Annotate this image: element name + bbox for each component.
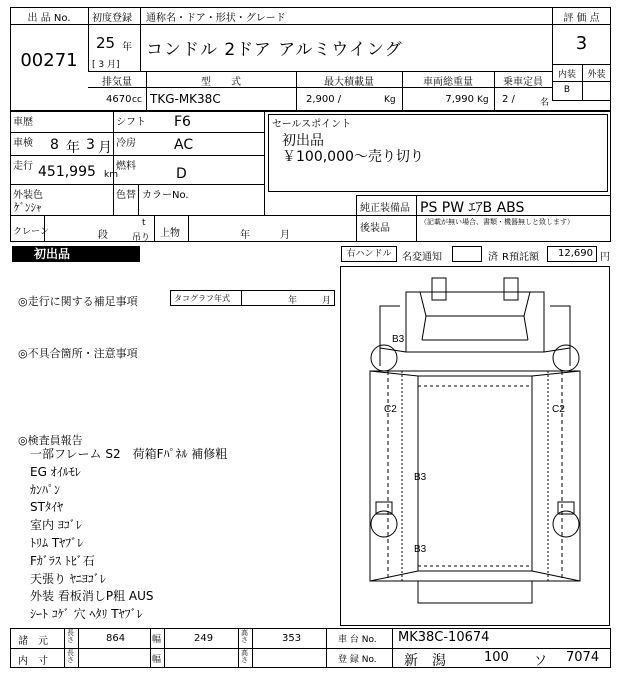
report-line: 外装 看板消しP粗 AUS	[30, 589, 154, 604]
divider	[264, 111, 265, 215]
upper-month: 月	[280, 230, 290, 241]
mileage-unit: km	[104, 170, 118, 180]
ac-value: AC	[174, 137, 194, 153]
divider	[140, 7, 141, 24]
tacho-month: 月	[322, 296, 332, 306]
displacement-unit: cc	[132, 95, 142, 105]
divider	[356, 195, 611, 196]
defects-label: ◎不具合箇所・注意事項	[18, 347, 138, 360]
upper-year: 年	[240, 230, 250, 241]
sales-point-line1: 初出品	[282, 133, 324, 149]
inspection-year-unit: 年	[66, 140, 80, 156]
divider	[552, 100, 611, 101]
divider	[10, 184, 264, 185]
interior-size-label: 内 寸	[18, 656, 48, 667]
first-reg-month: [ 3 月]	[92, 60, 120, 70]
divider	[552, 24, 611, 25]
report-line: ｼｰﾄ ｺｹﾞ 穴 ﾍﾀﾘ Tﾔﾌﾞﾚ	[30, 607, 143, 622]
divider	[154, 215, 155, 242]
divider	[238, 628, 239, 668]
inspection-month: 3	[86, 137, 95, 153]
aftermarket-note: （記載が無い場合、書類・機器無しと致します）	[420, 218, 574, 226]
registration-region: 新 潟	[404, 653, 446, 669]
report-line: 一部フレーム S2 荷箱Fﾊﾟﾈﾙ 補修粗	[30, 447, 228, 461]
recycle-label: R預託額	[502, 252, 539, 263]
truck-diagram	[340, 266, 610, 626]
gross-weight-unit: Kg	[477, 95, 489, 105]
width-label: 幅	[152, 635, 162, 645]
history-label: 車歴	[13, 117, 33, 128]
mileage-value: 451,995	[38, 164, 96, 180]
divider	[150, 628, 151, 668]
score-label: 評 価 点	[563, 13, 600, 24]
divider	[10, 24, 88, 25]
height-label: 高さ	[241, 649, 248, 664]
divider	[10, 648, 611, 649]
height-label: 高さ	[241, 629, 248, 644]
displacement-value: 4670	[106, 94, 132, 105]
first-reg-label: 初度登録	[92, 13, 132, 24]
report-line: Fｶﾞﾗｽ ﾄﾋﾞ石	[30, 553, 95, 568]
damage-mark: C2	[552, 404, 565, 415]
width-label: 幅	[152, 655, 162, 665]
fuel-label: 燃料	[116, 161, 136, 172]
report-line: ｶﾝﾊﾟﾝ	[30, 482, 61, 497]
divider	[241, 290, 242, 306]
damage-mark: B3	[392, 334, 405, 345]
exterior-color-label: 外装色	[13, 190, 43, 201]
sales-point-label: セールスポイント	[272, 119, 352, 130]
ac-label: 冷房	[116, 138, 136, 149]
report-line: 室内 ﾖｺﾞﾚ	[30, 518, 82, 533]
inspection-year: 8	[50, 137, 59, 153]
color-change-label: 色替	[116, 190, 136, 201]
crane-lift: 吊り	[132, 233, 151, 243]
car-name: コンドル 2ドア アルミウイング	[146, 40, 403, 60]
upper-label: 上物	[160, 228, 180, 239]
divider	[44, 215, 45, 242]
displacement-label: 排気量	[102, 77, 132, 88]
length-label: 長さ	[67, 629, 74, 644]
registration-label: 登 録 No.	[338, 655, 377, 665]
registration-number: 7074	[566, 650, 600, 665]
max-load-unit: Kg	[384, 95, 396, 105]
exterior-grade-label: 外装	[587, 70, 606, 80]
report-line: STﾀｲﾔ	[30, 500, 63, 515]
width-value: 249	[194, 633, 214, 644]
fuel-value: D	[176, 166, 187, 182]
report-line: 天張り ﾔﾆﾖｺﾞﾚ	[30, 571, 106, 586]
damage-mark: B3	[414, 472, 427, 483]
recycle-amount: 12,690	[547, 246, 597, 262]
inspector-label: ◎検査員報告	[18, 434, 83, 447]
report-line: EG ｵｲﾙﾓﾚ	[30, 464, 81, 479]
sales-point-line2: ￥100,000～売り切り	[282, 149, 424, 165]
inspection-label: 車検	[13, 138, 33, 149]
equipment-label: 純正装備品	[360, 203, 410, 214]
shift-value: F6	[174, 114, 191, 130]
capacity-unit: 名	[540, 98, 550, 108]
score-value: 3	[575, 33, 588, 54]
divider	[326, 628, 327, 668]
name-label: 通称名・ドア・形状・グレード	[146, 13, 286, 24]
report-line: ﾄﾘﾑ Tﾔﾌﾞﾚ	[30, 535, 84, 550]
interior-grade-label: 内装	[557, 70, 576, 80]
divider	[188, 215, 189, 242]
equipment-value: PS PW ｴｱB ABS	[420, 200, 525, 216]
divider	[582, 64, 583, 100]
gross-weight-value: 7,990	[445, 94, 474, 105]
name-change-box	[452, 246, 482, 262]
capacity-value: 2 /	[502, 94, 515, 105]
divider	[88, 24, 552, 25]
tacho-label: タコグラフ年式	[174, 294, 230, 303]
exterior-color-value: ｹﾞﾝｼｬ	[14, 201, 42, 214]
inspection-month-unit: 月	[98, 140, 112, 156]
recycle-unit: 円	[600, 252, 610, 263]
chassis-label: 車 台 No.	[338, 635, 377, 645]
divider	[416, 195, 417, 242]
divider	[113, 111, 114, 215]
registration-class: 100	[484, 650, 509, 665]
tacho-year: 年	[288, 296, 298, 306]
capacity-label: 乗車定員	[503, 77, 543, 88]
mileage-label: 走行	[13, 161, 33, 172]
driving-notes-label: ◎走行に関する補足事項	[18, 295, 138, 308]
aftermarket-label: 後装品	[360, 223, 390, 234]
divider	[552, 81, 611, 82]
model-value: TKG-MK38C	[150, 92, 221, 106]
crane-t: t	[142, 218, 146, 228]
max-load-value: 2,900 /	[306, 94, 342, 105]
crane-label: クレーン	[13, 227, 49, 237]
interior-grade: B	[563, 85, 571, 95]
model-label: 型 式	[201, 77, 241, 88]
lot-number: 00271	[20, 50, 78, 71]
shift-label: シフト	[116, 117, 146, 128]
specs-label: 諸 元	[18, 636, 48, 647]
height-value: 353	[282, 633, 302, 644]
registration-kana: ソ	[534, 654, 548, 669]
length-value: 864	[106, 633, 126, 644]
r-done-label: 済	[488, 252, 498, 263]
divider	[10, 155, 264, 156]
crane-stage: 段	[98, 230, 108, 241]
first-reg-year: 25	[96, 34, 116, 52]
divider	[64, 628, 65, 668]
divider	[138, 184, 139, 215]
damage-mark: C2	[384, 404, 397, 415]
divider	[78, 628, 79, 668]
length-label: 長さ	[67, 649, 74, 664]
divider	[356, 195, 357, 242]
gross-weight-label: 車両総重量	[423, 77, 473, 88]
divider	[252, 628, 253, 668]
name-change-label: 名変通知	[402, 252, 442, 263]
first-listing-banner: 初出品	[12, 246, 140, 262]
chassis-value: MK38C-10674	[398, 630, 490, 645]
inspector-report	[30, 446, 227, 624]
right-hand-label: 右ハンドル	[341, 246, 397, 262]
divider	[140, 24, 141, 71]
divider	[164, 628, 165, 668]
max-load-label: 最大積載量	[324, 77, 374, 88]
divider	[88, 7, 89, 71]
divider	[10, 132, 264, 133]
color-no-label: カラーNo.	[142, 190, 189, 201]
divider	[88, 71, 552, 72]
year-unit: 年	[122, 42, 132, 53]
divider	[392, 628, 393, 668]
damage-mark: B3	[414, 544, 427, 555]
lot-label: 出 品 No.	[27, 13, 71, 24]
